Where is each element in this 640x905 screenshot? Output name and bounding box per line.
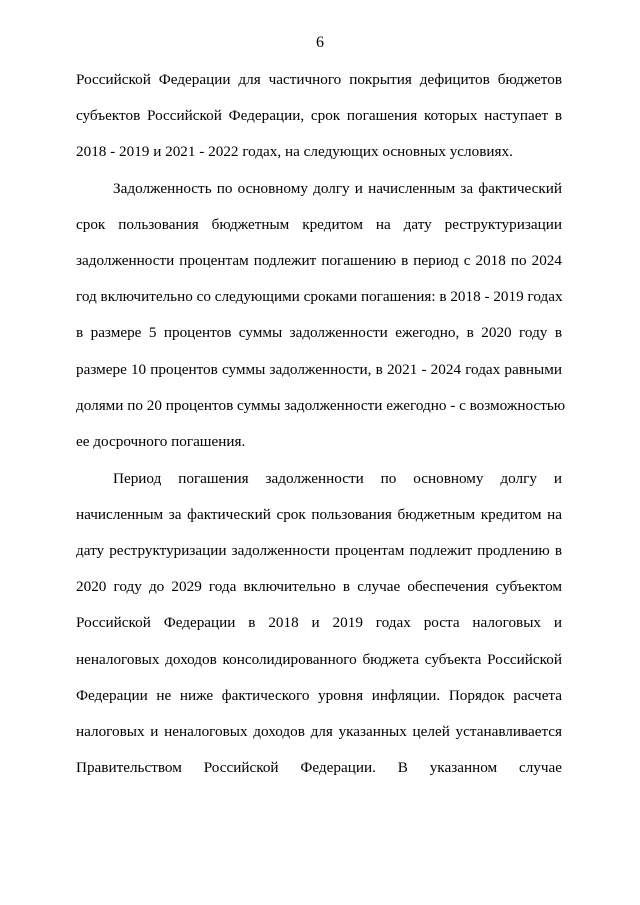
text-line: Правительством Российской Федерации. В указанном случае	[76, 759, 562, 776]
text-line: Задолженность по основному долгу и начисленным за фактический	[113, 180, 562, 197]
text-line: долями по 20 процентов суммы задолженности ежегодно - с возможностью	[76, 397, 566, 414]
text-line: неналоговых доходов консолидированного бюджета субъекта Российской	[76, 651, 562, 668]
text-line: налоговых и неналоговых доходов для указанных целей устанавливается	[76, 723, 562, 740]
text-line: в размере 5 процентов суммы задолженности ежегодно, в 2020 году в	[76, 324, 562, 341]
text-line: Российской Федерации в 2018 и 2019 годах роста налоговых и	[76, 614, 562, 631]
text-line: год включительно со следующими сроками погашения: в 2018 - 2019 годах	[76, 288, 563, 305]
text-line: срок пользования бюджетным кредитом на дату реструктуризации	[76, 216, 562, 233]
text-line: 2020 году до 2029 года включительно в случае обеспечения субъектом	[76, 578, 562, 595]
text-line: Федерации не ниже фактического уровня инфляции. Порядок расчета	[76, 687, 562, 704]
text-line: Российской Федерации для частичного покрытия дефицитов бюджетов	[76, 71, 562, 88]
text-line: размере 10 процентов суммы задолженности, в 2021 - 2024 годах равными	[76, 361, 562, 378]
text-line: дату реструктуризации задолженности процентам подлежит продлению в	[76, 542, 562, 559]
text-line: субъектов Российской Федерации, срок погашения которых наступает в	[76, 107, 562, 124]
text-line: начисленным за фактический срок пользования бюджетным кредитом на	[76, 506, 562, 523]
text-line: 2018 - 2019 и 2021 - 2022 годах, на следующих основных условиях.	[76, 143, 513, 160]
text-line: ее досрочного погашения.	[76, 433, 246, 450]
text-line: задолженности процентам подлежит погашению в период с 2018 по 2024	[76, 252, 562, 269]
text-line: Период погашения задолженности по основному долгу и	[113, 470, 562, 487]
page-number: 6	[316, 34, 324, 51]
